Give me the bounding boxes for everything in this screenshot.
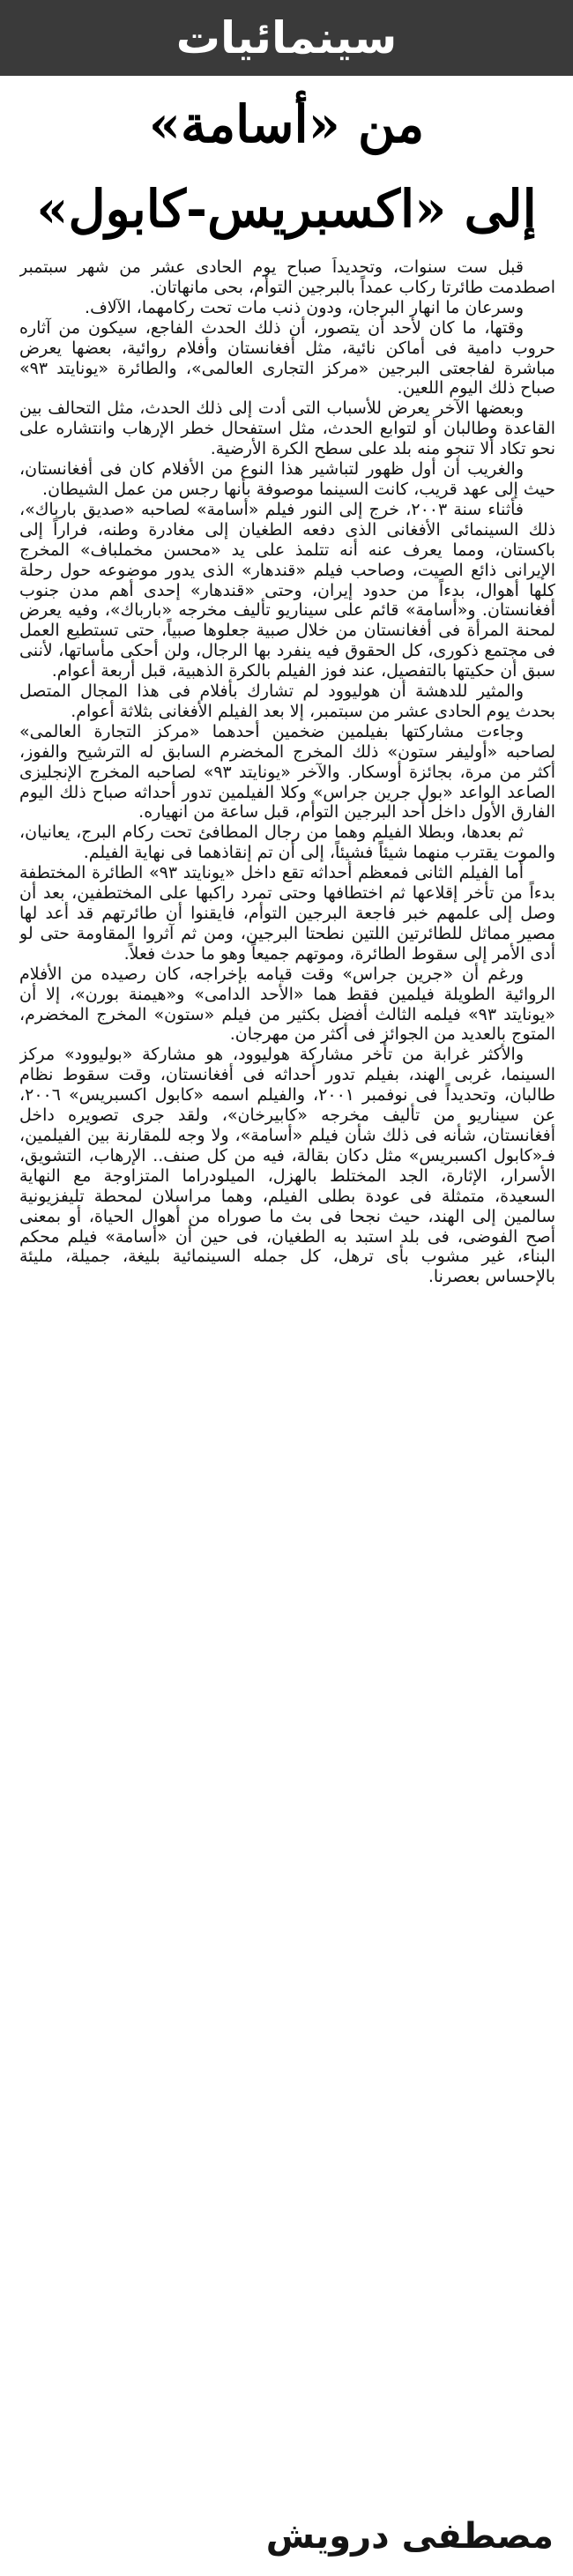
section-title: سينمائيات — [175, 12, 398, 63]
paragraph: أما الفيلم الثانى فمعظم أحداثه تقع داخل «يونايتد ٩٣» الطائرة المختطفة بدءاً من تأخر إقلاعها ثم اختطافها وحتى تمرد راكبها على المختطفين، بعد أن وصل إلى علمهم خبر فاجعة البرجين التوأم، فايقنوا أن طائرتهم قد أعد لها مصير مماثل للطائرتين اللتين نطحتا البرجين، ومن ثم آثروا المقاومة حتى لو أدى الأمر إلى سقوط الطائرة، وموتهم جميعاً وهو ما حدث فعلاً. — [19, 863, 555, 964]
paragraph: والمثير للدهشة أن هوليوود لم تشارك بأفلام فى هذا المجال المتصل بحدث يوم الحادى عشر من سبتمبر، إلا بعد الفيلم الأفغانى بثلاثة أعوام. — [19, 681, 555, 721]
paragraph: قبل ست سنوات، وتحديداً صباح يوم الحادى عشر من شهر سبتمبر اصطدمت طائرتا ركاب عمداً بالبرجين التوأم، بحى مانهاتان. — [19, 257, 555, 297]
paragraph: ورغم أن «جرين جراس» وقت قيامه بإخراجه، كان رصيده من الأفلام الروائية الطويلة فيلمين فقط هما «الأحد الدامى» و«هيمنة بورن»، إلا أن «يونايتد ٩٣» فيلمه الثالث أفضل بكثير من فيلم «ستون» المخرج المخضرم، المتوج بالعديد من الجوائز فى أكثر من مهرجان. — [19, 964, 555, 1045]
headline-line-1: من «أسامة» — [148, 94, 425, 154]
author-byline: مصطفى درويش — [265, 2516, 554, 2557]
section-header — [0, 0, 573, 76]
paragraph: ثم بعدها، وبطلا الفيلم وهما من رجال المطافئ تحت ركام البرج، يعانيان، والموت يقترب منهما شيئاً فشيئاً، إلى أن تم إنقاذهما فى نهاية الفيلم. — [19, 823, 555, 863]
paragraph: وسرعان ما انهار البرجان، ودون ذنب مات تحت ركامهما، الآلاف. — [85, 297, 524, 317]
paragraph: والغريب أن أول ظهور لتباشير هذا النوع من الأفلام كان فى أفغانستان، حيث إلى عهد قريب، كانت السينما موصوفة بأنها رجس من عمل الشيطان. — [19, 459, 555, 499]
paragraph: وقتها، ما كان لأحد أن يتصور، أن ذلك الحدث الفاجع، سيكون من آثاره حروب دامية فى أماكن نائية، مثل أفغانستان وأفلام روائية، بعضها يعرض مباشرة لفاجعتى البرجين «مركز التجارى العالمى»، والطائرة «يونايتد ٩٣» صباح ذلك اليوم اللعين. — [19, 317, 555, 398]
paragraph: وجاءت مشاركتها بفيلمين ضخمين أحدهما «مركز التجارة العالمى» لصاحبه «أوليفر ستون» ذلك المخرج المخضرم السابق له الترشيح والفوز، أكثر من مرة، بجائزة أوسكار. والآخر «يونايتد ٩٣» لصاحبه المخرج الإنجليزى الصاعد الواعد «بول جرين جراس» وكلا الفيلمين تدور أحداثه صباح ذلك اليوم الفارق الأول داخل أحد البرجين التوأم، قبل ساعة من انهياره. — [19, 721, 555, 823]
paragraph: والأكثر غرابة من تأخر مشاركة هوليوود، هو مشاركة «بوليوود» مركز السينما، غربى الهند، بفيلم تدور أحداثه فى أفغانستان، وقت سقوط نظام طالبان، وتحديداً فى نوفمبر ٢٠٠١، والفيلم اسمه «كابول اكسبريس» ٢٠٠٦، عن سيناريو من تأليف مخرجه «كابيرخان»، ولقد جرى تصويره داخل أفغانستان، شأنه فى ذلك شأن فيلم «أسامة»، ولا وجه للمقارنة بين الفيلمين، فـ«كابول اكسبريس» مثل دكان بقالة، فيه من كل صنف.. الإرهاب، التشويق، الأسرار، الإثارة، الجد المختلط بالهزل، الميلودراما المتزاوجة مع النهاية السعيدة، متمثلة فى عودة بطلى الفيلم، وهما مراسلان لمحطة تليفزيونية سالمين إلى الهند، حيث نجحا فى بث ما صوراه من أهوال الحياة، أو بمعنى أصح الفوضى، فى بلد استبد به الطغيان، فى حين أن «أسامة» فيلم محكم البناء، غير مشوب بأى ترهل، كل جمله السينمائية بليغة، جميلة، مليئة بالإحساس بعصرنا. — [19, 1045, 555, 1287]
paragraph: فأثناء سنة ٢٠٠٣، خرج إلى النور فيلم «أسامة» لصاحبه «صديق بارباك»، ذلك السينمائى الأفغانى الذى دفعه الطغيان إلى مغادرة وطنه، فراراً إلى باكستان، ومما يعرف عنه أنه تتلمذ على يد «محسن مخملباف» المخرج الإيرانى ذائع الصيت، وصاحب فيلم «قندهار» الذى يدور موضوعه حول رحلة كلها أهوال، بدءاً من حدود إيران، وحتى «قندهار» إحدى أهم مدن جنوب أفغانستان. و«أسامة» قائم على سيناريو تأليف مخرجه «بارباك»، وفيه يعرض لمحنة المرأة فى أفغانستان من خلال صبية جعلوها صبياً، حتى تستطيع العمل فى مجتمع ذكورى، كل الحقوق فيه ينفرد بها الرجال، ولن أحكى مأساتها، لأننى سبق أن حكيتها بالتفصيل، عند فوز الفيلم بالكرة الذهبية، قبل أربعة أعوام. — [19, 499, 555, 681]
article-body — [19, 257, 555, 2461]
headline-line-2: إلى «اكسبريس-كابول» — [36, 179, 537, 239]
paragraph: وبعضها الآخر يعرض للأسباب التى أدت إلى ذلك الحدث، مثل التحالف بين القاعدة وطالبان أو لتوابع الحدث، مثل استفحال خطر الإرهاب وانتشاره على نحو تكاد ألا تنجو منه بلد على سطح الكرة الأرضية. — [19, 398, 555, 459]
